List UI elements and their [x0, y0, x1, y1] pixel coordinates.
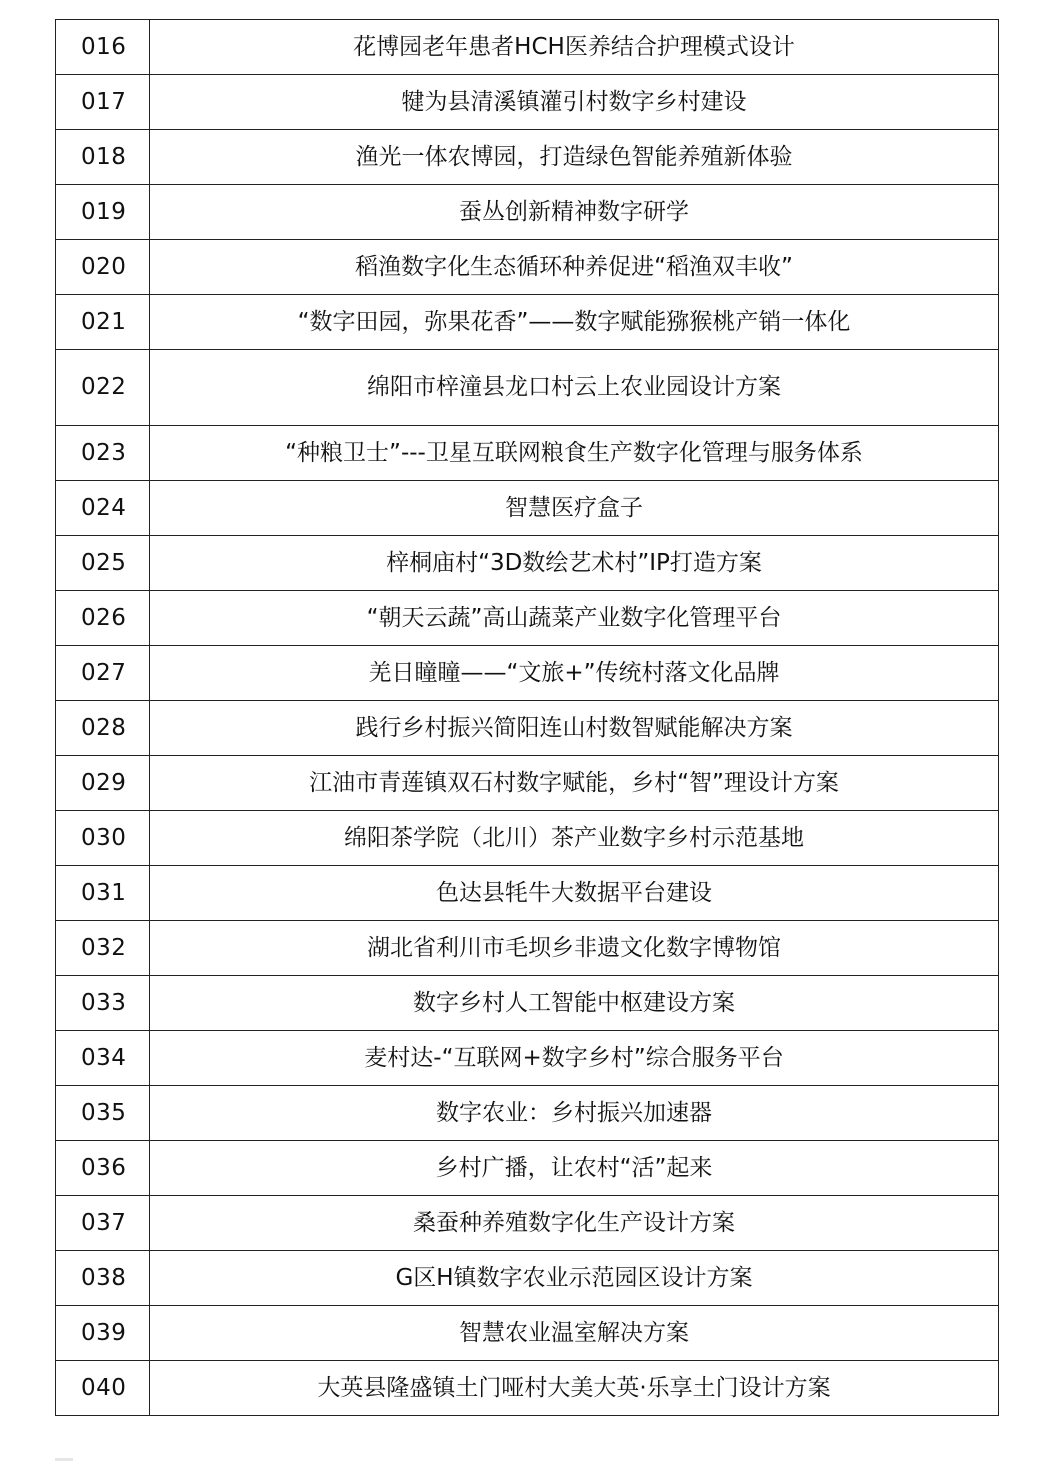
table-row — [56, 591, 999, 646]
project-title: 梓桐庙村“3D数绘艺术村”IP打造方案 — [150, 536, 999, 591]
table-row — [56, 536, 999, 591]
project-title: 湖北省利川市毛坝乡非遗文化数字博物馆 — [150, 921, 999, 976]
row-number: 029 — [56, 756, 150, 811]
row-number: 034 — [56, 1031, 150, 1086]
project-title: 智慧农业温室解决方案 — [150, 1306, 999, 1361]
row-number: 032 — [56, 921, 150, 976]
project-title: G区H镇数字农业示范园区设计方案 — [150, 1251, 999, 1306]
table-row — [56, 481, 999, 536]
table-row — [56, 646, 999, 701]
project-title: 绵阳市梓潼县龙口村云上农业园设计方案 — [150, 350, 999, 426]
project-title: 数字农业：乡村振兴加速器 — [150, 1086, 999, 1141]
table-row — [56, 866, 999, 921]
project-title: “数字田园，弥果花香”——数字赋能猕猴桃产销一体化 — [150, 295, 999, 350]
row-number: 018 — [56, 130, 150, 185]
project-title: 渔光一体农博园，打造绿色智能养殖新体验 — [150, 130, 999, 185]
row-number: 035 — [56, 1086, 150, 1141]
project-title: 色达县牦牛大数据平台建设 — [150, 866, 999, 921]
project-title: 乡村广播，让农村“活”起来 — [150, 1141, 999, 1196]
project-title: 麦村达-“互联网+数字乡村”综合服务平台 — [150, 1031, 999, 1086]
table-row — [56, 350, 999, 426]
table-row — [56, 1361, 999, 1416]
row-number: 023 — [56, 426, 150, 481]
table-row — [56, 185, 999, 240]
table-row — [56, 701, 999, 756]
row-number: 038 — [56, 1251, 150, 1306]
row-number: 033 — [56, 976, 150, 1031]
row-number: 031 — [56, 866, 150, 921]
row-number: 028 — [56, 701, 150, 756]
row-number: 024 — [56, 481, 150, 536]
table-row — [56, 240, 999, 295]
project-title: 践行乡村振兴简阳连山村数智赋能解决方案 — [150, 701, 999, 756]
table-row — [56, 756, 999, 811]
table-row — [56, 20, 999, 75]
table-row — [56, 1251, 999, 1306]
project-title: 智慧医疗盒子 — [150, 481, 999, 536]
project-title: 蚕丛创新精神数字研学 — [150, 185, 999, 240]
row-number: 019 — [56, 185, 150, 240]
table-row — [56, 130, 999, 185]
table-row — [56, 426, 999, 481]
table-row — [56, 1306, 999, 1361]
row-number: 039 — [56, 1306, 150, 1361]
table-row — [56, 1141, 999, 1196]
table-row — [56, 811, 999, 866]
row-number: 026 — [56, 591, 150, 646]
table-row — [56, 75, 999, 130]
row-number: 021 — [56, 295, 150, 350]
table-row — [56, 295, 999, 350]
row-number: 036 — [56, 1141, 150, 1196]
project-list-table — [55, 19, 999, 1416]
row-number: 030 — [56, 811, 150, 866]
project-title: 桑蚕种养殖数字化生产设计方案 — [150, 1196, 999, 1251]
row-number: 027 — [56, 646, 150, 701]
project-title: 花博园老年患者HCH医养结合护理模式设计 — [150, 20, 999, 75]
project-title: 犍为县清溪镇灌引村数字乡村建设 — [150, 75, 999, 130]
project-title: 大英县隆盛镇土门哑村大美大英·乐享土门设计方案 — [150, 1361, 999, 1416]
project-title: 数字乡村人工智能中枢建设方案 — [150, 976, 999, 1031]
table-row — [56, 1196, 999, 1251]
project-title: 稻渔数字化生态循环种养促进“稻渔双丰收” — [150, 240, 999, 295]
table-row — [56, 1031, 999, 1086]
project-title: “朝天云蔬”高山蔬菜产业数字化管理平台 — [150, 591, 999, 646]
row-number: 040 — [56, 1361, 150, 1416]
project-title: “种粮卫士”---卫星互联网粮食生产数字化管理与服务体系 — [150, 426, 999, 481]
page-edge-mark — [55, 1458, 73, 1461]
row-number: 022 — [56, 350, 150, 426]
row-number: 016 — [56, 20, 150, 75]
table-row — [56, 921, 999, 976]
row-number: 037 — [56, 1196, 150, 1251]
row-number: 017 — [56, 75, 150, 130]
project-list-body — [56, 20, 999, 1416]
row-number: 025 — [56, 536, 150, 591]
table-row — [56, 1086, 999, 1141]
project-title: 江油市青莲镇双石村数字赋能，乡村“智”理设计方案 — [150, 756, 999, 811]
row-number: 020 — [56, 240, 150, 295]
project-title: 羌日瞳瞳——“文旅+”传统村落文化品牌 — [150, 646, 999, 701]
project-title: 绵阳茶学院（北川）茶产业数字乡村示范基地 — [150, 811, 999, 866]
table-row — [56, 976, 999, 1031]
